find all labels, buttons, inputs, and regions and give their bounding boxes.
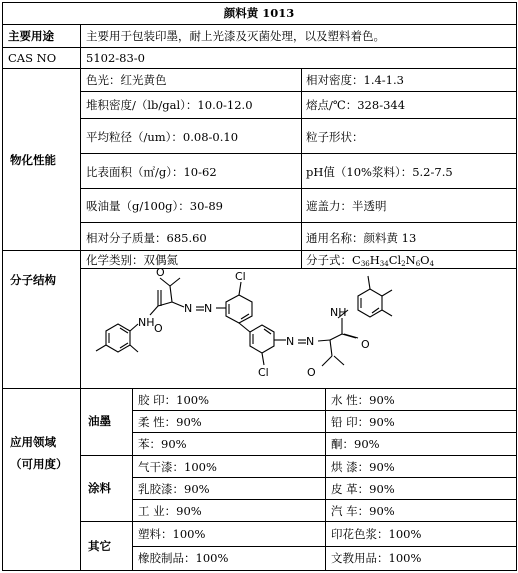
atom-n-1: N [184, 302, 193, 315]
atom-n-4: N [306, 335, 315, 348]
sheet-title: 颜料黄 1013 [223, 6, 295, 20]
coating-latex: 乳胶漆：90% [138, 482, 210, 496]
chem-category: 化学类别：双偶氮 [86, 253, 178, 267]
phys-oil-absorption: 吸油量（g/100g）：30-89 [86, 199, 223, 213]
structure-label: 分子结构 [10, 273, 56, 287]
atom-cl-upper: Cl [235, 270, 246, 283]
atom-nh-right: NH [330, 306, 347, 319]
atom-nh-left: NH [138, 316, 155, 329]
phys-melting: 熔点/℃：328-344 [306, 98, 406, 112]
coating-automotive: 汽 车：90% [331, 504, 395, 518]
phys-bulk-density: 堆积密度/（lb/gal）：10.0-12.0 [86, 98, 253, 112]
phys-ph: pH值（10%浆料）：5.2-7.5 [306, 165, 453, 179]
use-value: 主要用于包装印墨，耐上光漆及灭菌处理，以及塑料着色。 [86, 29, 385, 43]
molecular-formula: 分子式：$C_{36}H_{34}Cl_2N_6O_4$ [306, 253, 435, 268]
phys-hiding: 遮盖力：半透明 [306, 199, 387, 213]
phys-particle-size: 平均粒径（/um）：0.08-0.10 [86, 130, 239, 144]
cas-label: CAS NO [8, 51, 57, 65]
group-ink: 油墨 [88, 414, 111, 428]
application-sublabel: （可用度） [10, 457, 68, 471]
phys-particle-shape: 粒子形状： [306, 130, 364, 144]
group-coating: 涂料 [88, 481, 111, 495]
ink-benzene: 苯：90% [138, 437, 187, 451]
other-stationery: 文教用品：100% [331, 551, 422, 565]
ink-ketone: 酮：90% [331, 437, 380, 451]
atom-o-lower: O [307, 366, 316, 379]
coating-leather: 皮 革：90% [331, 482, 395, 496]
molecular-structure-diagram [80, 268, 516, 388]
coating-air-dry: 气干漆：100% [138, 460, 217, 474]
atom-n-2: N [204, 302, 213, 315]
phys-color: 色光：红光黄色 [86, 73, 167, 87]
ink-letterpress: 铅 印：90% [331, 415, 395, 429]
right-ring [358, 289, 382, 317]
atom-o-upper: O [156, 268, 165, 279]
atom-o-left-amide: O [154, 322, 163, 335]
group-other: 其它 [88, 539, 111, 553]
phys-common-name: 通用名称：颜料黄 13 [306, 231, 417, 245]
ink-flexo: 柔 性：90% [138, 415, 202, 429]
atom-n-3: N [286, 335, 295, 348]
coating-industrial: 工 业：90% [138, 504, 202, 518]
biphenyl-ring-upper [226, 295, 252, 323]
ink-water: 水 性：90% [331, 393, 395, 407]
other-rubber: 橡胶制品：100% [138, 551, 229, 565]
phys-label: 物化性能 [10, 153, 56, 167]
biphenyl-ring-lower [250, 325, 274, 353]
left-ring [106, 324, 130, 352]
coating-baking: 烘 漆：90% [331, 460, 395, 474]
phys-mol-mass: 相对分子质量：685.60 [86, 231, 207, 245]
cas-value: 5102-83-0 [86, 51, 145, 65]
phys-rel-density: 相对密度：1.4-1.3 [306, 73, 404, 87]
other-print-paste: 印花色浆：100% [331, 527, 422, 541]
atom-cl-lower: Cl [258, 366, 269, 379]
application-label: 应用领域 [10, 435, 56, 449]
atom-o-right-amide: O [361, 338, 370, 351]
other-plastics: 塑料：100% [138, 527, 206, 541]
ink-offset: 胶 印：100% [138, 393, 210, 407]
use-label: 主要用途 [8, 29, 54, 43]
phys-surface-area: 比表面积（㎡/g）：10-62 [86, 165, 217, 179]
